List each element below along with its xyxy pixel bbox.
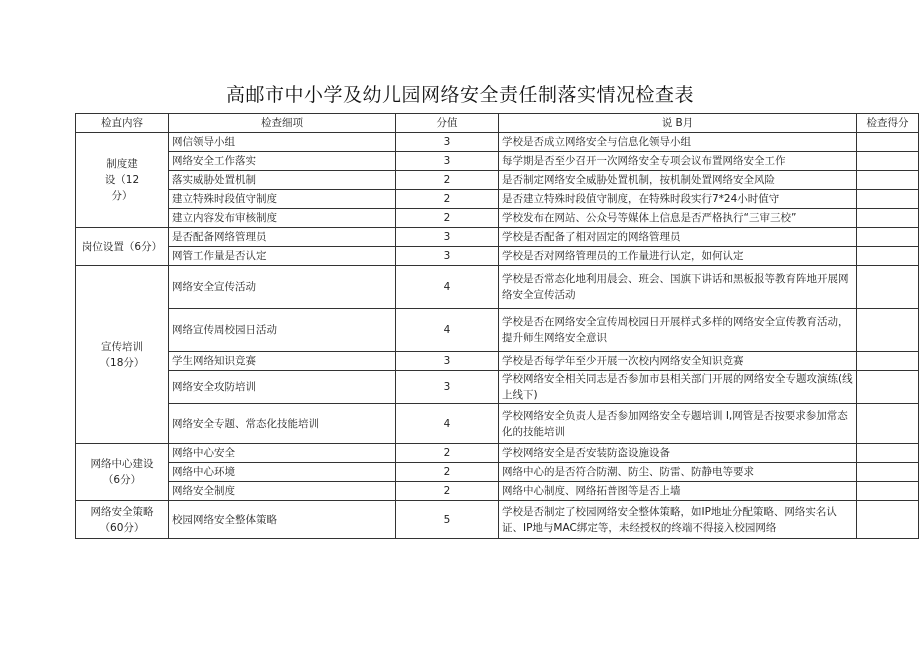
result-cell[interactable]: [857, 309, 919, 352]
category-cell: 网络中心建设（6分）: [76, 444, 169, 501]
score-cell: 3: [396, 247, 499, 266]
item-cell: 网管工作量是否认定: [169, 247, 396, 266]
inspection-table: [75, 113, 919, 539]
item-cell: 网络安全攻防培训: [169, 371, 396, 404]
item-cell: 网络安全宣传活动: [169, 266, 396, 309]
header-category: 检直内容: [76, 114, 169, 133]
table-row: [76, 152, 919, 171]
result-cell[interactable]: [857, 152, 919, 171]
result-cell[interactable]: [857, 209, 919, 228]
score-cell: 2: [396, 482, 499, 501]
table-row: [76, 309, 919, 352]
score-cell: 3: [396, 152, 499, 171]
result-cell[interactable]: [857, 404, 919, 444]
result-cell[interactable]: [857, 463, 919, 482]
score-cell: 3: [396, 228, 499, 247]
score-cell: 2: [396, 209, 499, 228]
header-item: 检查细项: [169, 114, 396, 133]
item-cell: 网络中心环境: [169, 463, 396, 482]
table-row: [76, 404, 919, 444]
table-header-row: [76, 114, 919, 133]
score-cell: 4: [396, 266, 499, 309]
table-row: [76, 371, 919, 404]
description-cell: 学校是否制定了校园网络安全整体策略，如IP地址分配策略、网络实名认证、IP地与MAC绑定等，未经授权的终端不得接入校园网络: [499, 501, 857, 539]
description-cell: 学校网络安全负责人是否参加网络安全专题培训 I,网管是否按要求参加常态化的技能培训: [499, 404, 857, 444]
result-cell[interactable]: [857, 482, 919, 501]
table-row: [76, 228, 919, 247]
score-cell: 5: [396, 501, 499, 539]
score-cell: 2: [396, 190, 499, 209]
header-desc: 说 B月: [499, 114, 857, 133]
item-cell: 学生网络知识竞赛: [169, 352, 396, 371]
score-cell: 3: [396, 371, 499, 404]
result-cell[interactable]: [857, 371, 919, 404]
table-row: [76, 209, 919, 228]
table-row: [76, 171, 919, 190]
table-row: [76, 266, 919, 309]
page-title: 高邮市中小学及幼儿园网络安全责任制落实情况检查表: [225, 84, 694, 106]
table-row: [76, 247, 919, 266]
category-cell: 制度建设（12分）: [76, 133, 169, 228]
result-cell[interactable]: [857, 228, 919, 247]
table-row: [76, 444, 919, 463]
result-cell[interactable]: [857, 171, 919, 190]
item-cell: 网络安全工作落实: [169, 152, 396, 171]
score-cell: 4: [396, 309, 499, 352]
result-cell[interactable]: [857, 190, 919, 209]
description-cell: 学校是否对网络管理员的工作量进行认定，如何认定: [499, 247, 857, 266]
item-cell: 网络安全专题、常态化技能培训: [169, 404, 396, 444]
result-cell[interactable]: [857, 501, 919, 539]
description-cell: 是否建立特殊时段值守制度，在特殊时段实行7*24小时值守: [499, 190, 857, 209]
item-cell: 是否配备网络管理员: [169, 228, 396, 247]
description-cell: 每学期是否至少召开一次网络安全专项会议布置网络安全工作: [499, 152, 857, 171]
table-row: [76, 463, 919, 482]
description-cell: 学校是否成立网络安全与信息化领导小组: [499, 133, 857, 152]
result-cell[interactable]: [857, 352, 919, 371]
category-cell: 宣传培训（18分）: [76, 266, 169, 444]
description-cell: 学校网络安全是否安装防盗设施设备: [499, 444, 857, 463]
description-cell: 是否制定网络安全威胁处置机制，按机制处置网络安全风险: [499, 171, 857, 190]
table-row: [76, 133, 919, 152]
score-cell: 2: [396, 444, 499, 463]
item-cell: 网信领导小组: [169, 133, 396, 152]
item-cell: 校园网络安全整体策略: [169, 501, 396, 539]
header-result: 检查得分: [857, 114, 919, 133]
score-cell: 3: [396, 352, 499, 371]
description-cell: 学校是否在网络安全宣传周校园日开展样式多样的网络安全宣传教育活动，提升师生网络安全意识: [499, 309, 857, 352]
score-cell: 2: [396, 463, 499, 482]
item-cell: 落实威胁处置机制: [169, 171, 396, 190]
table-row: [76, 352, 919, 371]
header-score: 分值: [396, 114, 499, 133]
item-cell: 网络安全制度: [169, 482, 396, 501]
description-cell: 学校是否每学年至少开展一次校内网络安全知识竞赛: [499, 352, 857, 371]
item-cell: 网络宣传周校园日活动: [169, 309, 396, 352]
score-cell: 4: [396, 404, 499, 444]
score-cell: 2: [396, 171, 499, 190]
category-cell: 网络安全策略（60分）: [76, 501, 169, 539]
item-cell: 建立内容发布审核制度: [169, 209, 396, 228]
score-cell: 3: [396, 133, 499, 152]
result-cell[interactable]: [857, 247, 919, 266]
table-row: [76, 501, 919, 539]
description-cell: 学校发布在网站、公众号等媒体上信息是否严格执行“三审三校”: [499, 209, 857, 228]
description-cell: 网络中心制度、网络拓普图等是否上墙: [499, 482, 857, 501]
description-cell: 学校是否常态化地利用晨会、班会、国旗下讲话和黑板报等教育阵地开展网络安全宣传活动: [499, 266, 857, 309]
table-body: [76, 133, 919, 539]
description-cell: 学校网络安全相关同志是否参加市县相关部门开展的网络安全专题攻演练(线上线下): [499, 371, 857, 404]
item-cell: 建立特殊时段值守制度: [169, 190, 396, 209]
description-cell: 学校是否配备了相对固定的网络管理员: [499, 228, 857, 247]
result-cell[interactable]: [857, 444, 919, 463]
table-row: [76, 190, 919, 209]
item-cell: 网络中心安全: [169, 444, 396, 463]
result-cell[interactable]: [857, 133, 919, 152]
description-cell: 网络中心的是否符合防潮、防尘、防雷、防静电等要求: [499, 463, 857, 482]
result-cell[interactable]: [857, 266, 919, 309]
table-row: [76, 482, 919, 501]
category-cell: 岗位设置（6分）: [76, 228, 169, 266]
